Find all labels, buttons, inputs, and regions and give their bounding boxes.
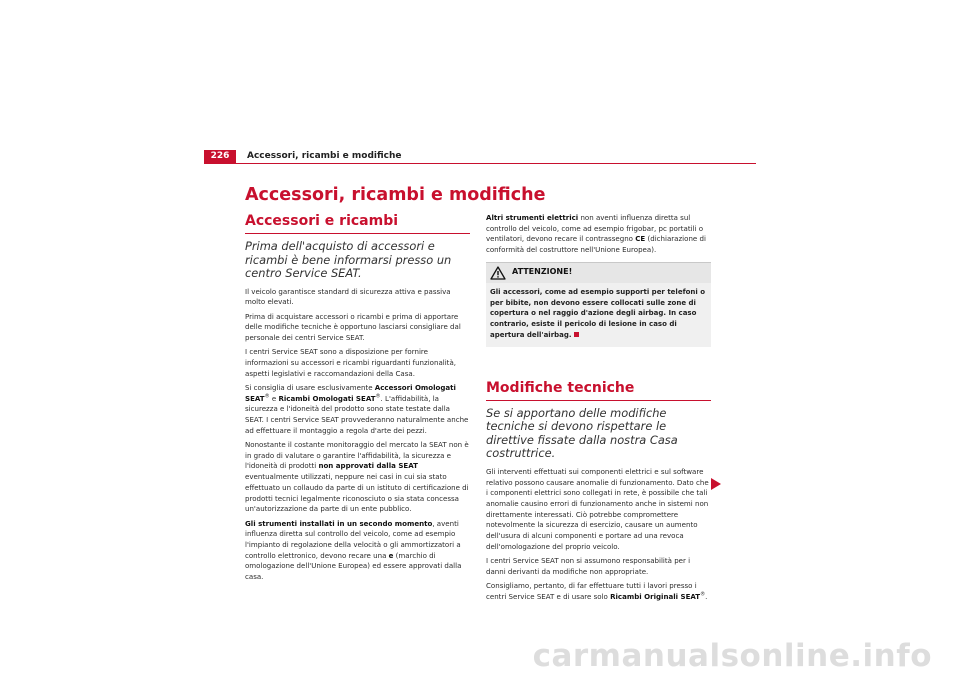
paragraph: I centri Service SEAT non si assumono responsabilità per i danni derivanti da modifiche non appropriate. (486, 556, 691, 576)
watermark: carmanualsonline.info (532, 638, 932, 674)
ce-mark: CE (635, 234, 646, 244)
paragraph: Nonostante il costante monitoraggio del mercato la SEAT non è in grado di valutare o garantire l'affidabilità, la sicurezza e l'idoneità di prodotti non approvati dalla SEAT eventualmente utilizzati, neppure nei casi in cui sia stato effettuato un collaudo da parte di un istituto di certificazione di prodotti tecnici legalmente riconosciuto o sia stata concessa un'autorizzazione da parte di un ente pubblico. (245, 440, 469, 514)
warning-triangle-icon (490, 266, 506, 280)
section-modifiche (486, 380, 711, 603)
eu-mark: e (388, 550, 394, 560)
paragraph: Si consiglia di usare esclusivamente Accessori Omologati SEAT® e Ricambi Omologati SEAT®. L'affidabilità, la sicurezza e l'idoneità del prodotto sono state testate dalla SEAT. I centri Service SEAT provvederanno naturalmente anche ad effettuare il montaggio a regola d'arte dei pezzi. (245, 382, 469, 435)
bold-term: Gli strumenti installati in un secondo momento (245, 518, 433, 528)
warning-title: ATTENZIONE! (512, 266, 573, 276)
paragraph: Prima di acquistare accessori o ricambi e prima di apportare delle modifiche tecniche è opportuno lasciarsi consigliare dal personale dei centri Service SEAT. (245, 311, 461, 342)
paragraph: I centri Service SEAT sono a disposizione per fornire informazioni su accessori e ricambi riguardanti funzionalità, aspetti legislativi e raccomandazioni della Casa. (245, 347, 457, 378)
page-header (204, 150, 756, 164)
warning-box (486, 262, 711, 347)
page-number: 226 (204, 150, 236, 163)
next-page-arrow-icon[interactable] (711, 478, 721, 490)
bold-term: non approvati dalla SEAT (318, 461, 418, 471)
paragraph: Altri strumenti elettrici non aventi influenza diretta sul controllo del veicolo, come ad esempio frigobar, pc portatili o ventilatori, devono recare il contrassegno CE (dichiarazione di conformità del costruttore nell'Unione Europea). (486, 213, 706, 255)
section-lead-modifiche: Se si apportano delle modifiche tecniche si devono rispettare le direttive fissate dalla nostra Casa costruttrice. (486, 405, 678, 461)
paragraph: Consigliamo, pertanto, di far effettuare tutti i lavori presso i centri Service SEAT e di usare solo Ricambi Originali SEAT®. (486, 581, 708, 601)
bold-term: Accessori Omologati SEAT (245, 382, 456, 403)
left-column (245, 213, 470, 586)
warning-text: Gli accessori, come ad esempio supporti per telefoni o per bibite, non devono essere collocati sulle zone di copertura o nel raggio d'azione degli airbag. In caso contrario, esiste il pericolo di lesione in caso di apertura dell'airbag. (486, 283, 711, 347)
end-of-section-icon (574, 332, 579, 337)
section-title-accessori: Accessori e ricambi (245, 213, 470, 234)
paragraph: Il veicolo garantisce standard di sicurezza attiva e passiva molto elevati. (245, 286, 451, 307)
paragraph: Gli strumenti installati in un secondo momento, aventi influenza diretta sul controllo del veicolo, come ad esempio l'impianto di regolazione della velocità o gli ammortizzatori a controllo elettronico, devono recare una e (marchio di omologazione dell'Unione Europea) ed essere approvati dalla casa. (245, 518, 462, 582)
right-column (486, 213, 711, 606)
section-title-modifiche: Modifiche tecniche (486, 380, 711, 401)
chapter-title: Accessori, ricambi e modifiche (245, 185, 546, 205)
section-lead-accessori: Prima dell'acquisto di accessori e ricambi è bene informarsi presso un centro Service SEAT. (245, 239, 452, 280)
bold-term: Ricambi Omologati SEAT (278, 393, 376, 403)
running-title: Accessori, ricambi e modifiche (247, 151, 402, 161)
paragraph: Gli interventi effettuati sui componenti elettrici e sul software relativo possono causare anomalie di funzionamento. Dato che i componenti elettrici sono collegati in rete, è possibile che tali anomalie causino errori di funzionamento anche in sistemi non direttamente interessati. Ciò potrebbe compromettere notevolmente la sicurezza di esercizio, causare un aumento dell'usura di alcuni componenti e portare ad una revoca dell'omologazione del proprio veicolo. (486, 466, 709, 551)
bold-term: Ricambi Originali SEAT (610, 591, 701, 601)
header-rule (204, 163, 756, 164)
bold-term: Altri strumenti elettrici (486, 213, 579, 222)
warning-header (486, 262, 711, 283)
